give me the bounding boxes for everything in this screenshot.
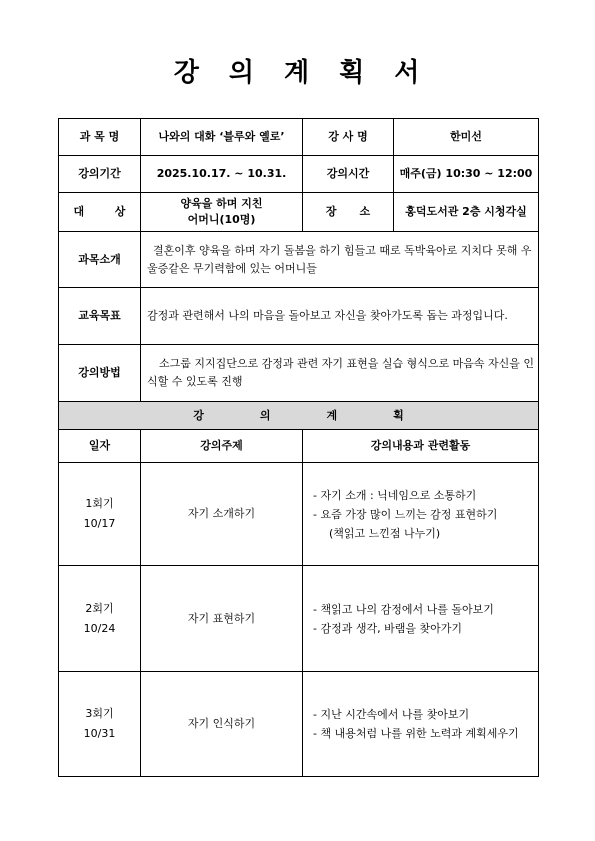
session-row-2 (59, 566, 539, 672)
period-row (59, 156, 539, 193)
place-value: 홍덕도서관 2층 시청각실 (394, 193, 539, 232)
activity-item: - 감정과 생각, 바램을 찾아가기 (313, 621, 462, 635)
activity-item: (책읽고 느낀점 나누기) (329, 526, 441, 540)
topic-header: 강의주제 (141, 430, 303, 463)
session-topic: 자기 표현하기 (141, 566, 303, 672)
section-char: 의 (259, 408, 271, 422)
session-date-cell (59, 463, 141, 566)
method-value: 소그룹 지지집단으로 감정과 관련 자기 표현을 실습 형식으로 마음속 자신을 인식할 수 있도록 진행 (141, 345, 539, 402)
title-char: 강 (173, 58, 201, 88)
method-row (59, 345, 539, 402)
goal-row (59, 288, 539, 345)
intro-row (59, 232, 539, 288)
activity-item: - 요즘 가장 많이 느끼는 감정 표현하기 (313, 507, 498, 521)
title-char: 의 (228, 58, 256, 88)
session-date: 10/31 (83, 727, 116, 740)
section-char: 획 (393, 408, 404, 422)
period-label: 강의기간 (59, 156, 141, 193)
goal-value: 감정과 관련해서 나의 마음을 돌아보고 자신을 찾아가도록 돕는 과정입니다. (141, 288, 539, 345)
time-value: 매주(금) 10:30 ~ 12:00 (394, 156, 539, 193)
time-label: 강의시간 (303, 156, 394, 193)
session-row-1 (59, 463, 539, 566)
lecture-plan-table (58, 118, 539, 777)
intro-value: 결혼이후 양육을 하며 자기 돌봄을 하기 힘들고 때로 독박육아로 지치다 못해 우울증같은 무기력함에 있는 어머니들 (141, 232, 539, 288)
instructor-label: 강 사 명 (303, 119, 394, 156)
session-date-cell (59, 672, 141, 777)
target-value-line2: 어머니(10명) (187, 213, 256, 226)
session-date-cell (59, 566, 141, 672)
session-activities (303, 566, 539, 672)
title-char: 서 (394, 58, 422, 88)
course-value: 나와의 대화 ‘블루와 옐로’ (141, 119, 303, 156)
title-char: 획 (339, 58, 367, 88)
section-char: 계 (326, 408, 338, 422)
plan-header-row (59, 430, 539, 463)
activity-item: - 지난 시간속에서 나를 찾아보기 (313, 708, 470, 721)
instructor-value: 한미선 (394, 119, 539, 156)
goal-label: 교육목표 (59, 288, 141, 345)
activity-item: - 자기 소개 : 닉네임으로 소통하기 (313, 488, 477, 502)
date-header: 일자 (59, 430, 141, 463)
method-label: 강의방법 (59, 345, 141, 402)
session-topic: 자기 인식하기 (141, 672, 303, 777)
target-label: 대 상 (59, 193, 141, 232)
plan-section-row (59, 402, 539, 430)
course-label: 과 목 명 (59, 119, 141, 156)
place-label: 장 소 (303, 193, 394, 232)
plan-section-header (59, 402, 539, 430)
course-row (59, 119, 539, 156)
session-date: 10/24 (83, 621, 116, 635)
target-row (59, 193, 539, 232)
target-value (141, 193, 303, 232)
activity-item: - 책 내용처럼 나를 위한 노력과 계획세우기 (313, 727, 519, 740)
page-title (0, 52, 595, 89)
session-number: 2회기 (85, 601, 114, 615)
session-date: 10/17 (83, 517, 116, 530)
intro-label: 과목소개 (59, 232, 141, 288)
session-activities (303, 463, 539, 566)
title-char: 계 (283, 58, 312, 88)
activity-item: - 책읽고 나의 감정에서 나를 돌아보기 (313, 602, 494, 616)
session-activities (303, 672, 539, 777)
target-value-line1: 양육을 하며 지친 (180, 197, 263, 210)
session-number: 3회기 (85, 707, 114, 720)
period-value: 2025.10.17. ~ 10.31. (141, 156, 303, 193)
session-topic: 자기 소개하기 (141, 463, 303, 566)
session-row-3 (59, 672, 539, 777)
session-number: 1회기 (85, 497, 114, 510)
section-char: 강 (193, 408, 204, 422)
content-header: 강의내용과 관련활동 (303, 430, 539, 463)
